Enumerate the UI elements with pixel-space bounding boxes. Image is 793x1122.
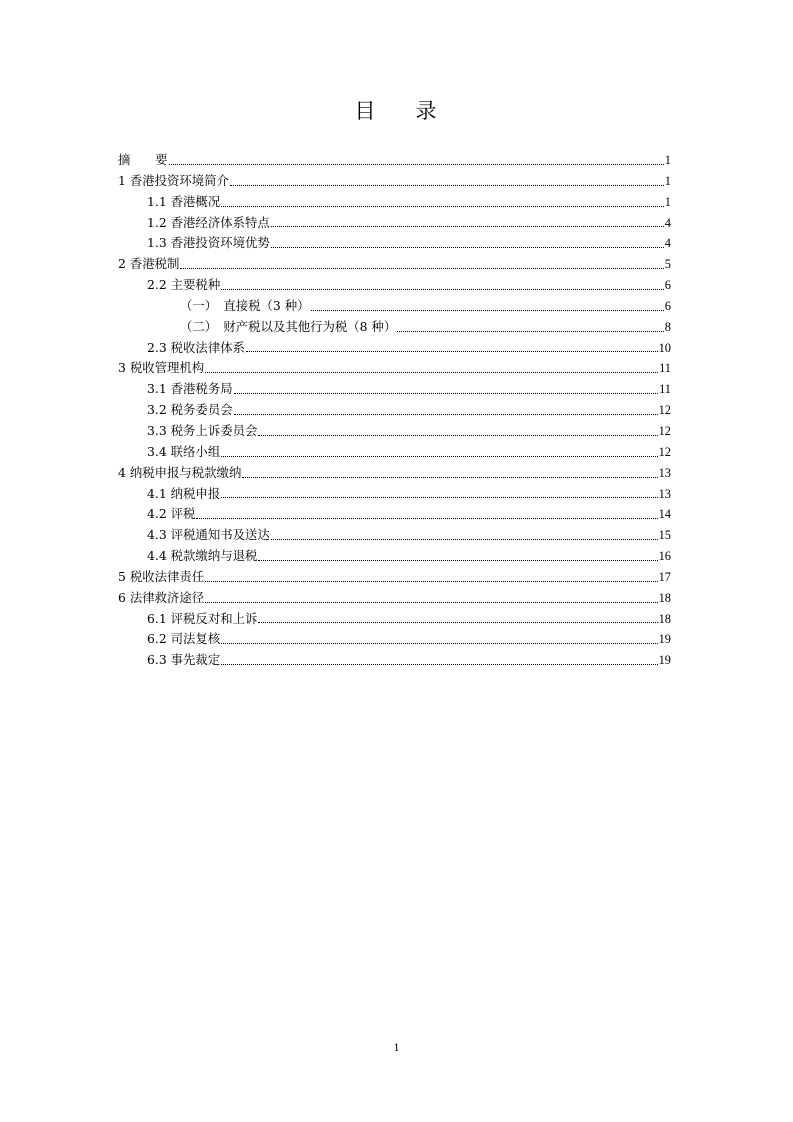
toc-leader-dots	[205, 372, 658, 373]
toc-entry[interactable]	[118, 338, 671, 359]
toc-entry[interactable]	[118, 171, 671, 192]
toc-entry[interactable]	[118, 463, 671, 484]
toc-entry-page: 11	[659, 361, 671, 376]
toc-entry-page: 18	[658, 590, 671, 605]
title-part-1: 目	[354, 99, 378, 123]
toc-leader-dots	[169, 164, 664, 165]
page-number: 1	[393, 1040, 400, 1054]
toc-entry-page: 19	[658, 632, 671, 647]
toc-entry-page: 6	[664, 278, 671, 293]
toc-entry[interactable]	[118, 150, 671, 171]
toc-entry-label: 1.1 香港概况	[147, 193, 221, 209]
toc-leader-dots	[196, 518, 657, 519]
toc-leader-dots	[221, 456, 657, 457]
toc-entry-label: 3.2 税务委员会	[147, 402, 233, 418]
toc-entry-label: 6.3 事先裁定	[147, 652, 221, 668]
toc-entry[interactable]	[118, 421, 671, 442]
toc-entry[interactable]	[118, 358, 671, 379]
toc-entry-page: 13	[658, 486, 671, 501]
toc-entry-label: 1.3 香港投资环境优势	[147, 235, 270, 251]
toc-entry[interactable]	[118, 609, 671, 630]
toc-leader-dots	[221, 664, 657, 665]
toc-leader-dots	[271, 247, 664, 248]
toc-leader-dots	[221, 206, 664, 207]
toc-entry-page: 5	[664, 257, 671, 272]
toc-entry-label: 3.1 香港税务局	[147, 381, 233, 397]
toc-entry-page: 12	[658, 444, 671, 459]
toc-entry-page: 11	[659, 382, 671, 397]
toc-leader-dots	[221, 289, 664, 290]
toc-entry-page: 4	[664, 215, 671, 230]
toc-entry-label: 摘 要	[118, 152, 168, 167]
table-of-contents	[118, 150, 671, 671]
toc-entry[interactable]	[118, 504, 671, 525]
toc-entry-page: 1	[664, 173, 671, 188]
toc-entry-page: 1	[664, 194, 671, 209]
toc-entry[interactable]	[118, 567, 671, 588]
toc-leader-dots	[242, 477, 657, 478]
toc-entry[interactable]	[118, 588, 671, 609]
toc-leader-dots	[205, 602, 657, 603]
toc-entry-label: 2.3 税收法律体系	[147, 339, 245, 355]
toc-entry-page: 1	[664, 153, 671, 167]
page-title	[0, 95, 793, 125]
toc-entry-label: 4 纳税申报与税款缴纳	[118, 464, 242, 480]
toc-leader-dots	[271, 539, 658, 540]
toc-entry[interactable]	[118, 442, 671, 463]
toc-entry-label: 6.1 评税反对和上诉	[147, 610, 258, 626]
toc-entry-page: 18	[658, 611, 671, 626]
toc-leader-dots	[397, 331, 664, 332]
toc-entry-page: 15	[658, 528, 671, 543]
toc-entry[interactable]	[118, 400, 671, 421]
toc-entry-page: 4	[664, 236, 671, 251]
toc-entry[interactable]	[118, 254, 671, 275]
toc-entry[interactable]	[118, 317, 671, 338]
toc-leader-dots	[230, 185, 664, 186]
toc-entry[interactable]	[118, 629, 671, 650]
toc-leader-dots	[221, 643, 657, 644]
toc-leader-dots	[234, 414, 658, 415]
toc-entry[interactable]	[118, 275, 671, 296]
toc-entry[interactable]	[118, 525, 671, 546]
toc-entry-label: 6 法律救济途径	[118, 589, 205, 605]
toc-entry-page: 12	[658, 423, 671, 438]
toc-leader-dots	[258, 435, 657, 436]
toc-entry[interactable]	[118, 546, 671, 567]
toc-entry-label: 4.1 纳税申报	[147, 485, 221, 501]
toc-entry[interactable]	[118, 233, 671, 254]
toc-entry[interactable]	[118, 484, 671, 505]
toc-leader-dots	[271, 226, 664, 227]
toc-entry-label: 3.3 税务上诉委员会	[147, 422, 258, 438]
toc-leader-dots	[258, 622, 657, 623]
toc-entry-label: 1.2 香港经济体系特点	[147, 214, 270, 230]
title-part-2: 录	[415, 99, 439, 123]
toc-leader-dots	[180, 268, 663, 269]
toc-leader-dots	[246, 351, 658, 352]
toc-entry-page: 10	[658, 340, 671, 355]
toc-entry-label: 4.2 评税	[147, 506, 196, 522]
toc-entry-page: 13	[658, 465, 671, 480]
toc-leader-dots	[258, 560, 657, 561]
toc-entry-label: （一） 直接税（3 种）	[180, 297, 310, 313]
toc-entry[interactable]	[118, 650, 671, 671]
toc-entry-label: （二） 财产税以及其他行为税（8 种）	[180, 318, 397, 334]
toc-entry-page: 16	[658, 549, 671, 564]
toc-leader-dots	[234, 393, 658, 394]
toc-entry-label: 3 税收管理机构	[118, 360, 205, 376]
toc-entry-page: 12	[658, 403, 671, 418]
toc-leader-dots	[221, 497, 657, 498]
toc-entry[interactable]	[118, 213, 671, 234]
toc-entry-page: 8	[664, 319, 671, 334]
toc-entry-label: 4.3 评税通知书及送达	[147, 527, 270, 543]
toc-entry[interactable]	[118, 379, 671, 400]
toc-leader-dots	[205, 581, 657, 582]
toc-entry-page: 14	[658, 507, 671, 522]
toc-entry[interactable]	[118, 296, 671, 317]
toc-entry-page: 19	[658, 653, 671, 668]
toc-entry-page: 17	[658, 569, 671, 584]
toc-entry-label: 2.2 主要税种	[147, 277, 221, 293]
toc-entry-label: 4.4 税款缴纳与退税	[147, 548, 258, 564]
toc-entry-label: 2 香港税制	[118, 256, 180, 272]
toc-leader-dots	[311, 310, 664, 311]
toc-entry-page: 6	[664, 298, 671, 313]
toc-entry[interactable]	[118, 192, 671, 213]
toc-entry-label: 5 税收法律责任	[118, 568, 205, 584]
toc-entry-label: 3.4 联络小组	[147, 443, 221, 459]
toc-entry-label: 1 香港投资环境简介	[118, 172, 229, 188]
toc-entry-label: 6.2 司法复核	[147, 631, 221, 647]
